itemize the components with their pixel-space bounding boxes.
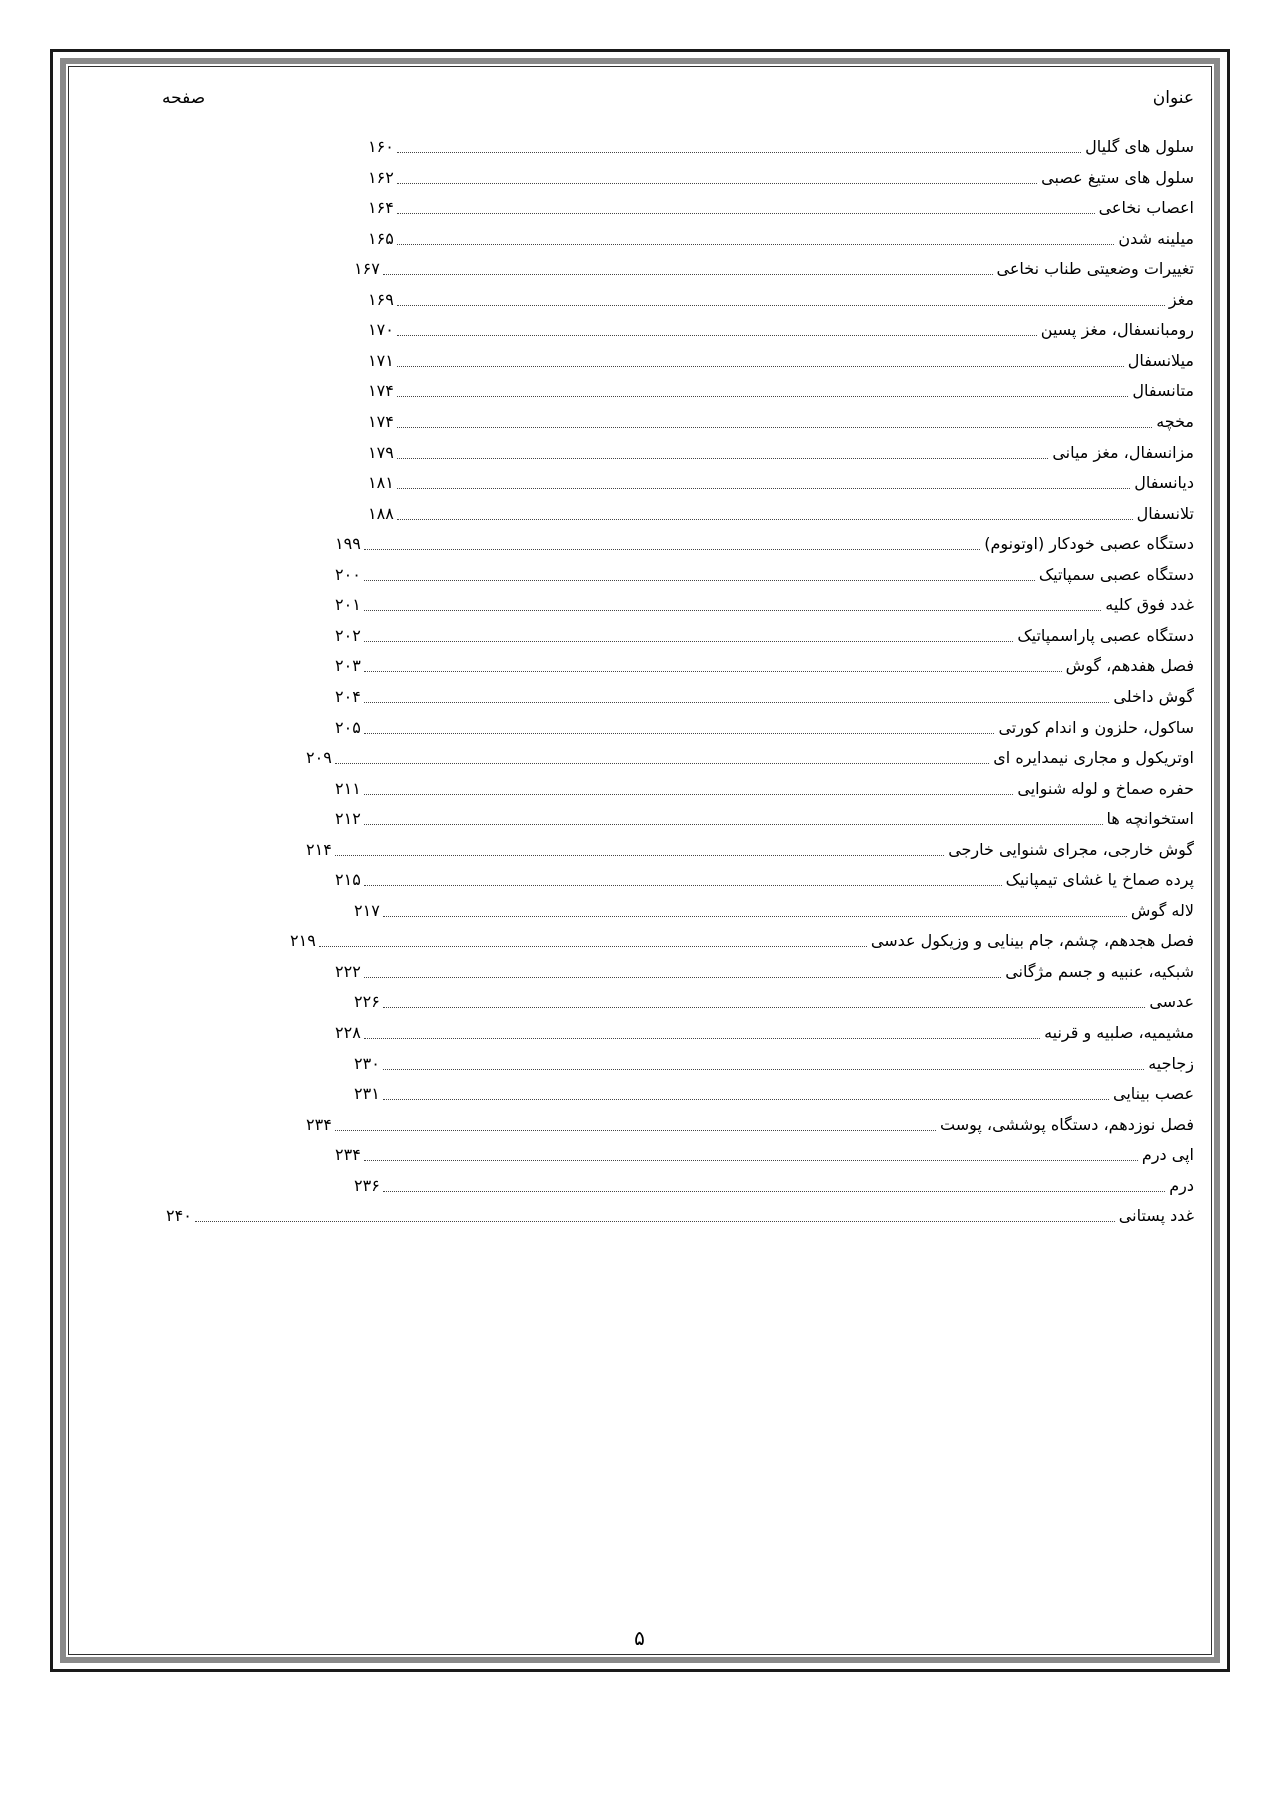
toc-entry[interactable] [368,281,1194,311]
toc-entry-title: حفره صماخ و لوله شنوایی [1017,778,1194,798]
toc-entry[interactable] [335,525,1194,555]
toc-entry[interactable] [166,1197,1194,1227]
toc-entry-title: تلانسفال [1136,503,1194,523]
toc-entry[interactable] [354,892,1194,922]
toc-entry[interactable] [368,220,1194,250]
toc-entry[interactable] [368,189,1194,219]
page-number: ۵ [634,1626,645,1650]
toc-entry-page: ۱۹۹ [335,534,361,554]
toc-entry-page: ۱۷۰ [368,320,394,340]
toc-entry-page: ۱۷۴ [368,381,394,401]
dot-leader [335,1130,936,1131]
toc-entry[interactable] [368,128,1194,158]
toc-entry-page: ۱۷۱ [368,350,394,370]
toc-entry-title: مغز [1168,289,1194,309]
toc-entry[interactable] [306,739,1194,769]
dot-leader [335,855,944,856]
dot-leader [397,213,1095,214]
dot-leader [364,733,995,734]
toc-entry-page: ۲۱۱ [335,778,361,798]
toc-entry-title: میلینه شدن [1118,228,1194,248]
toc-entry-title: استخوانچه ها [1106,809,1194,829]
dot-leader [383,274,993,275]
toc-entry[interactable] [354,1167,1194,1197]
dot-leader [397,305,1165,306]
toc-entry-title: پرده صماخ یا غشای تیمپانیک [1005,870,1194,890]
toc-entry[interactable] [354,983,1194,1013]
toc-entry-page: ۲۲۲ [335,961,361,981]
toc-entry-page: ۲۳۰ [354,1053,380,1073]
toc-entry-page: ۲۳۱ [354,1084,380,1104]
toc-entry-page: ۲۲۶ [354,992,380,1012]
toc-entry-title: دستگاه عصبی خودکار (اوتونوم) [984,534,1194,554]
toc-entry-title: فصل نوزدهم، دستگاه پوششی، پوست [940,1114,1194,1134]
dot-leader [383,1007,1146,1008]
toc-entry-page: ۲۰۲ [335,625,361,645]
toc-entry-title: لاله گوش [1130,900,1194,920]
toc-entry-page: ۲۲۸ [335,1023,361,1042]
toc-entry[interactable] [335,556,1194,586]
toc-entry-page: ۲۰۰ [335,564,361,584]
toc-entry-page: ۲۰۳ [335,656,361,676]
toc-entry-title: عصب بینایی [1113,1084,1194,1104]
dot-leader [364,885,1002,886]
toc-entry-page: ۱۶۰ [368,137,394,156]
dot-leader [364,580,1035,581]
toc-entry-title: تغییرات وضعیتی طناب نخاعی [996,259,1194,279]
toc-entry-title: غدد پستانی [1118,1206,1194,1226]
toc-entry-title: گوش خارجی، مجرای شنوایی خارجی [948,839,1194,859]
dot-leader [397,519,1133,520]
toc-entry-page: ۲۱۷ [354,900,380,920]
toc-entry[interactable] [335,709,1194,739]
toc-entry-title: زجاجیه [1148,1053,1194,1073]
toc-entry[interactable] [335,617,1194,647]
toc-entry[interactable] [306,1106,1194,1136]
toc-entry-page: ۲۱۵ [335,870,361,890]
toc-entry[interactable] [368,372,1194,402]
toc-entry-title: درم [1169,1175,1194,1195]
toc-entry[interactable] [335,647,1194,677]
toc-entry-title: متانسفال [1132,381,1194,401]
toc-entry-page: ۱۸۱ [368,473,394,493]
dot-leader [364,794,1014,795]
dot-leader [397,335,1037,336]
dot-leader [364,610,1102,611]
toc-entry[interactable] [368,342,1194,372]
toc-entry-title: مشیمیه، صلبیه و قرنیه [1044,1023,1194,1042]
toc-entry-title: میلانسفال [1127,350,1194,370]
dot-leader [383,1069,1144,1070]
dot-leader [195,1221,1115,1222]
toc-entry[interactable] [335,800,1194,830]
toc-entry-title: دیانسفال [1134,473,1194,493]
dot-leader [397,488,1130,489]
toc-entry-title: فصل هفدهم، گوش [1065,656,1194,676]
dot-leader [397,427,1152,428]
dot-leader [383,1099,1109,1100]
dot-leader [364,702,1110,703]
dot-leader [397,366,1124,367]
toc-entry-title: اوتریکول و مجاری نیمدایره ای [993,748,1194,767]
toc-entry-title: رومبانسفال، مغز پسین [1040,320,1194,340]
dot-leader [364,641,1014,642]
toc-entry-title: عدسی [1149,992,1194,1012]
dot-leader [364,977,1001,978]
toc-entry-title: مزانسفال، مغز میانی [1052,442,1194,462]
toc-entry-title: اعصاب نخاعی [1098,198,1194,218]
toc-entry-page: ۱۶۹ [368,289,394,309]
toc-entry-title: غدد فوق کلیه [1105,595,1194,615]
dot-leader [397,396,1129,397]
toc-entry-title: مخچه [1156,411,1194,431]
toc-entry-title: دستگاه عصبی پاراسمپاتیک [1017,625,1194,645]
toc-entry-page: ۱۶۲ [368,167,394,187]
toc-entry-page: ۲۰۵ [335,717,361,737]
dot-leader [364,824,1103,825]
dot-leader [397,183,1037,184]
toc-entry[interactable] [335,678,1194,708]
dot-leader [397,458,1049,459]
toc-entry-page: ۲۱۹ [290,931,316,951]
toc-entry-page: ۲۰۴ [335,686,361,706]
toc-entry-title: سلول های ستیغ عصبی [1041,167,1194,187]
toc-entry-title: اپی درم [1141,1145,1194,1165]
toc-entry[interactable] [368,311,1194,341]
dot-leader [335,763,989,764]
dot-leader [397,152,1081,153]
toc-entry[interactable] [335,1136,1194,1166]
title-column-header: عنوان [1152,88,1194,108]
toc-entry-title: دستگاه عصبی سمپاتیک [1038,564,1194,584]
toc-entry-page: ۱۶۷ [354,259,380,279]
toc-entry[interactable] [354,1075,1194,1105]
toc-entry-page: ۲۱۴ [306,839,332,859]
toc-entry[interactable] [368,495,1194,525]
toc-entry-title: ساکول، حلزون و اندام کورتی [998,717,1194,737]
toc-entry-page: ۱۷۴ [368,411,394,431]
toc-entry-page: ۱۷۹ [368,442,394,462]
toc-entry-page: ۲۳۴ [306,1114,332,1134]
toc-entry[interactable] [368,159,1194,189]
dot-leader [364,1160,1138,1161]
toc-entry-page: ۲۳۶ [354,1175,380,1195]
toc-entry[interactable] [335,770,1194,800]
toc-entry[interactable] [335,586,1194,616]
dot-leader [397,244,1115,245]
toc-entry[interactable] [354,1045,1194,1075]
dot-leader [383,1191,1165,1192]
toc-entry[interactable] [368,403,1194,433]
toc-entry[interactable] [335,953,1194,983]
toc-entry-title: شبکیه، عنبیه و جسم مژگانی [1005,961,1194,981]
toc-entry-page: ۱۶۴ [368,198,394,218]
toc-entry-page: ۱۶۵ [368,228,394,248]
dot-leader [319,946,867,947]
toc-entry-title: گوش داخلی [1113,686,1194,706]
dot-leader [364,671,1062,672]
dot-leader [364,1038,1040,1039]
page-column-header: صفحه [162,88,206,108]
toc-entry[interactable] [335,861,1194,891]
toc-entry-page: ۲۱۲ [335,809,361,829]
toc-entry[interactable] [290,922,1194,952]
toc-entry[interactable] [335,1014,1194,1044]
toc-entry-page: ۲۰۱ [335,595,361,615]
dot-leader [364,549,980,550]
toc-entry[interactable] [354,250,1194,280]
toc-entry-title: سلول های گلیال [1085,137,1194,156]
toc-entry-page: ۲۰۹ [306,748,332,767]
toc-entry[interactable] [306,831,1194,861]
toc-entry-title: فصل هجدهم، چشم، جام بینایی و وزیکول عدسی [870,931,1194,951]
toc-entry-page: ۲۴۰ [166,1206,192,1226]
toc-entry[interactable] [368,464,1194,494]
toc-entry[interactable] [368,434,1194,464]
dot-leader [383,916,1127,917]
toc-entry-page: ۲۳۴ [335,1145,361,1165]
toc-entry-page: ۱۸۸ [368,503,394,523]
